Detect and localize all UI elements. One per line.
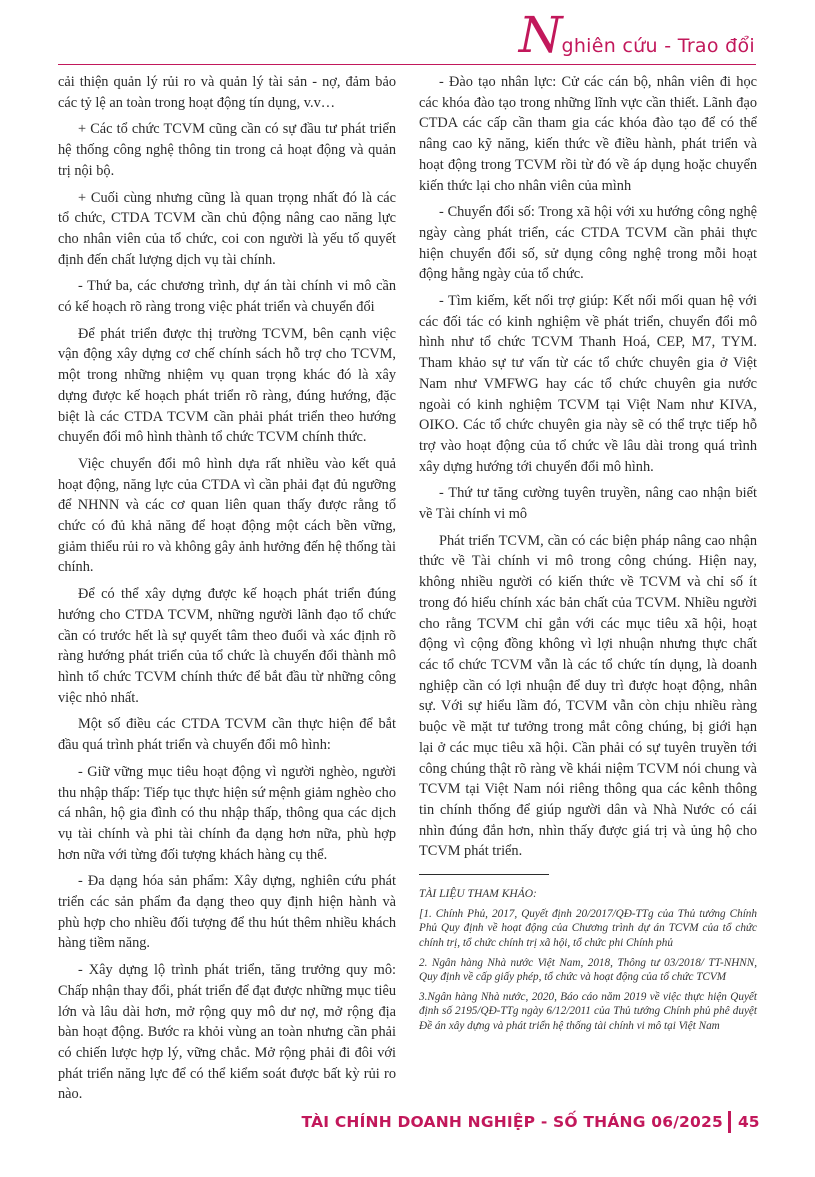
paragraph: - Tìm kiếm, kết nối trợ giúp: Kết nối mối quan hệ với các đối tác có kinh nghiệm về phát triển, chuyển đổi mô hình như tổ chức TCVM Thanh Hoá, CEP, M7, TYM. Tham khảo sự tư vấn từ các tổ chức chuyên gia ở Việt Nam như VMFWG hay các tổ chức chuyên gia nước ngoài có kinh nghiệm TCVM tại Việt Nam như KIVA, OIKO. Các tổ chức chuyên gia này sẽ có thể trực tiếp hỗ trợ vào hoạt động của tổ chức về lâu dài trong quá trình xây dựng hướng tới chuyển đổi mô hình. — [419, 293, 757, 475]
reference-item: 3.Ngân hàng Nhà nước, 2020, Báo cáo năm 2019 về việc thực hiện Quyết định số 2195/QĐ-TTg ngày 6/12/2011 của Thủ tướng Chính phủ phê duyệt Đề án xây dựng và phát triển hệ thống tài chính vi mô tại Việt Nam — [419, 991, 757, 1032]
paragraph: + Cuối cùng nhưng cũng là quan trọng nhất đó là các tổ chức, CTDA TCVM cần chủ động nâng cao năng lực cho nhân viên của tổ chức, coi con người là yếu tố quyết định đến chất lượng dịch vụ tài chính. — [58, 189, 396, 268]
section-header — [518, 6, 755, 64]
paragraph: - Giữ vững mục tiêu hoạt động vì người nghèo, người thu nhập thấp: Tiếp tục thực hiện sứ mệnh giảm nghèo cho cá nhân, hộ gia đình có thu nhập thấp, thông qua các dịch vụ tài chính và phi tài chính đa dạng hơn nữa, phù hợp hơn nữa với từng đối tượng khách hàng cụ thể. — [58, 763, 396, 863]
paragraph: Phát triển TCVM, cần có các biện pháp nâng cao nhận thức về Tài chính vi mô trong công chúng. Hiện nay, không nhiều người có kiến thức về TCVM và chỉ số ít trong đó hiểu chính xác bản chất của TCVM. Nhiều người cho rằng TCVM chỉ gắn với các mục tiêu xã hội, hoạt động vì cộng đồng không vì lợi nhuận nhưng thực chất các tổ chức TCVM vẫn là các tổ chức tín dụng, là doanh nghiệp cần có lợi nhuận để duy trì được hoạt động, nhân sự. Với sự hiểu lầm đó, TCVM vẫn còn chịu nhiều ràng buộc về mặt tư tưởng trong mắt công chúng, bị giới hạn lại ở các mục tiêu xã hội. Cần phải có sự tuyên truyền tới công chúng thật rõ ràng về khái niệm TCVM nói chung và TCVM tại Việt Nam nói riêng thông qua các kênh thông tin chính thống để giúp người dân và Nhà Nước có cái nhìn đúng đắn hơn, nhìn thấy được giá trị và ủng hộ cho TCVM phát triển. — [419, 532, 757, 860]
section-header-initial: N — [518, 6, 563, 64]
page-number: 45 — [738, 1113, 760, 1131]
paragraph: - Đa dạng hóa sản phẩm: Xây dựng, nghiên cứu phát triển các sản phẩm đa dạng theo quy định hiện hành và phù hợp cho nhiều đối tượng để thu hút thêm nhiều khách hàng tiềm năng. — [58, 873, 396, 952]
paragraph: - Xây dựng lộ trình phát triển, tăng trưởng quy mô: Chấp nhận thay đổi, phát triển để đạt được những mục tiêu lớn và lâu dài hơn, mở rộng quy mô dư nợ, mở rộng địa bàn hoạt động. Bước ra khỏi vùng an toàn nhưng cần phải có chiến lược hợp lý, vững chắc. Mở rộng phải đi đôi với phát triển năng lực để có thể kiểm soát được bất kỳ rủi ro nào. — [58, 962, 396, 1103]
reference-item: [1. Chính Phủ, 2017, Quyết định 20/2017/QĐ-TTg của Thủ tướng Chính Phủ Quy định về hoạt động của Chương trình dự án TCVM của tổ chức chính trị, tổ chức chính trị xã hội, tổ chức phi Chính phủ — [419, 908, 757, 949]
paragraph: - Đào tạo nhân lực: Cử các cán bộ, nhân viên đi học các khóa đào tạo trong những lĩnh vực cần thiết. Lãnh đạo CTDA các cấp cần tham gia các khóa đào tạo để có thể nâng cao kỹ năng, kiến thức về điều hành, phát triển và hoạt động trong TCVM rồi từ đó về áp dụng hoặc chuyển kiến thức lại cho nhân viên của mình — [419, 74, 757, 194]
paragraph: - Thứ ba, các chương trình, dự án tài chính vi mô cần có kế hoạch rõ ràng trong việc phát triển và chuyển đổi — [58, 278, 396, 316]
right-column — [419, 72, 757, 1039]
paragraph: - Thứ tư tăng cường tuyên truyền, nâng cao nhận biết về Tài chính vi mô — [419, 485, 757, 523]
paragraph: - Chuyển đổi số: Trong xã hội với xu hướng công nghệ ngày càng phát triển, các CTDA TCVM cần phải thực hiện chuyển đổi số, sử dụng công nghệ trong mỗi hoạt động hằng ngày của tổ chức. — [419, 204, 757, 283]
paragraph: + Các tổ chức TCVM cũng cần có sự đầu tư phát triển hệ thống công nghệ thông tin trong cả hoạt động và quản trị nội bộ. — [58, 121, 396, 179]
references-title: TÀI LIỆU THAM KHẢO: — [419, 888, 537, 901]
paragraph: Việc chuyển đổi mô hình dựa rất nhiều vào kết quả hoạt động, năng lực của CTDA vì cần phải đạt đủ ngưỡng để NHNN và các cơ quan liên quan thấy được rằng tổ chức có đủ khả năng để hoạt động một cách bền vững, giảm thiểu rủi ro và không gây ảnh hưởng đến hệ thống tài chính. — [58, 455, 396, 576]
paragraph: cải thiện quản lý rủi ro và quản lý tài sản - nợ, đảm bảo các tỷ lệ an toàn trong hoạt động tín dụng, v.v… — [58, 74, 396, 111]
left-column — [58, 72, 396, 1111]
header-divider — [58, 64, 756, 65]
paragraph: Để có thể xây dựng được kế hoạch phát triển đúng hướng cho CTDA TCVM, những người lãnh đạo tổ chức cần có trước hết là sự quyết tâm theo đuổi và xác định rõ ràng hướng phát triển của tổ chức là chuyển đổi thành mô hình tổ chức TCVM chính thức để bắt đầu từ những công việc nhỏ nhất. — [58, 586, 396, 706]
section-header-title: ghiên cứu - Trao đổi — [561, 35, 755, 57]
references-divider — [419, 874, 549, 875]
page-footer — [0, 1111, 815, 1133]
paragraph: Để phát triển được thị trường TCVM, bên cạnh việc vận động xây dựng cơ chế chính sách hỗ trợ cho TCVM, một trong những nhiệm vụ quan trọng khác đó là xây dựng được kế hoạch phát triển rõ ràng, đúng hướng, đặc biệt là các CTDA TCVM cần phải phát triển theo hướng chuyển đổi mô hình thành tổ chức TCVM chính thức. — [58, 325, 396, 446]
reference-item: 2. Ngân hàng Nhà nước Việt Nam, 2018, Thông tư 03/2018/ TT-NHNN, Quy định về cấp giấy phép, tổ chức và hoạt động của tổ chức TCVM — [419, 956, 757, 984]
footer-journal-title: TÀI CHÍNH DOANH NGHIỆP - SỐ THÁNG 06/2025 — [301, 1113, 723, 1131]
footer-separator — [728, 1111, 731, 1133]
references — [419, 887, 757, 1033]
paragraph: Một số điều các CTDA TCVM cần thực hiện để bắt đầu quá trình phát triển và chuyển đổi mô hình: — [58, 716, 396, 754]
